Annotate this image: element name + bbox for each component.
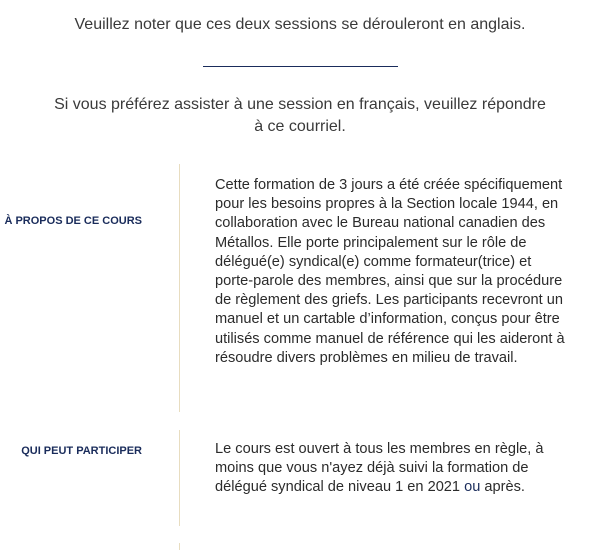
divider bbox=[203, 66, 398, 67]
section-divider-line bbox=[179, 430, 180, 526]
section-text-who bbox=[215, 440, 565, 498]
section-label-who: QUI PEUT PARTICIPER bbox=[21, 445, 142, 457]
section-text-who-main: Le cours est ouvert à tous les membres en règle, à moins que vous n'ayez déjà suivi la formation de délégué syndical de niveau 1 en 2021 bbox=[215, 441, 544, 496]
section-divider-line bbox=[179, 543, 180, 550]
notice-english-sessions: Veuillez noter que ces deux sessions se dérouleront en anglais. bbox=[74, 16, 526, 33]
notice-french-request: Si vous préférez assister à une session en français, veuillez répondre à ce courriel. bbox=[54, 96, 546, 135]
section-label-about: À PROPOS DE CE COURS bbox=[4, 215, 142, 227]
section-text-who-end: après. bbox=[484, 479, 525, 496]
section-text-who-accent: ou bbox=[464, 479, 481, 496]
section-divider-line bbox=[179, 164, 180, 412]
section-text-about: Cette formation de 3 jours a été créée spécifiquement pour les besoins propres à la Section locale 1944, en collaboration avec le Bureau national canadien des Métallos. Elle porte principalement sur le rôle de délégué(e) syndical(e) comme formateur(trice) et porte-parole des membres, ainsi que sur la procédure de règlement des griefs. Les participants recevront un manuel et un cartable d’information, conçus pour être utilisés comme manuel de référence qui les aideront à résoudre divers problèmes en milieu de travail. bbox=[215, 177, 565, 366]
